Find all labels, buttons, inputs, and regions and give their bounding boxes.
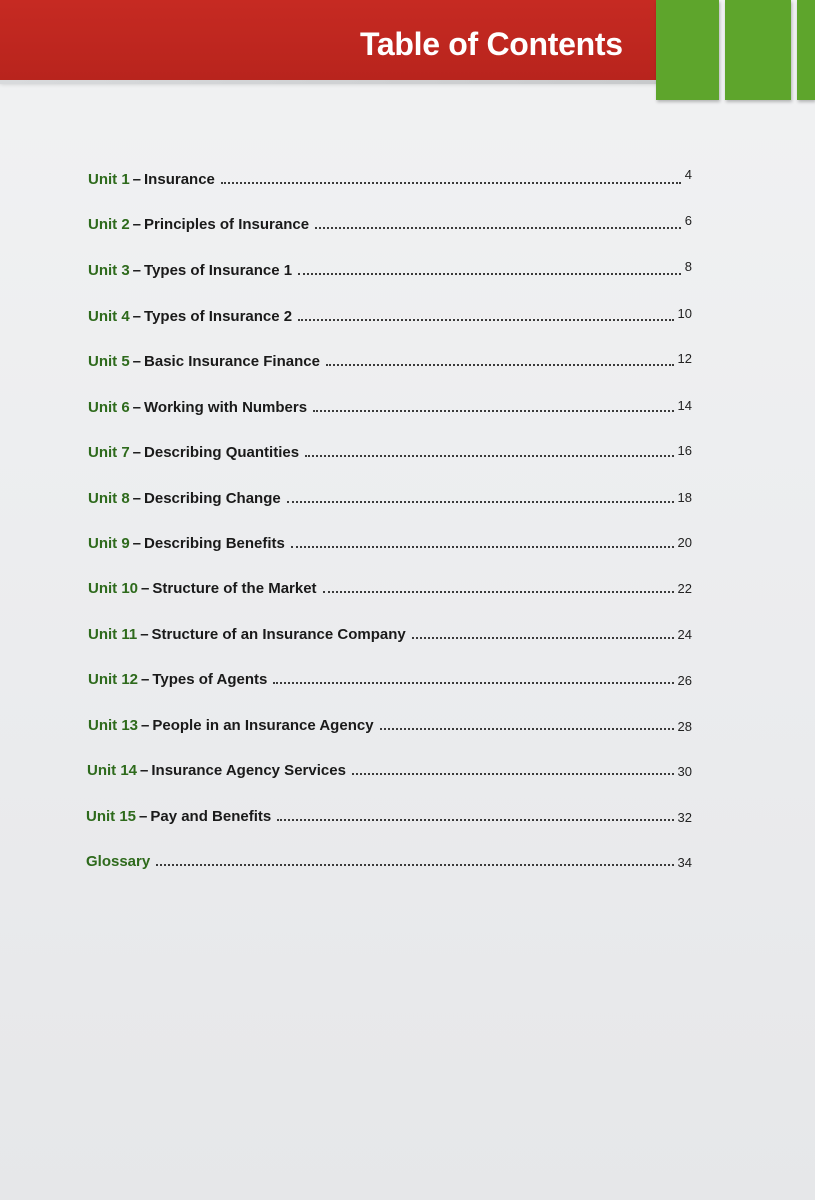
unit-title: People in an Insurance Agency — [152, 717, 374, 734]
unit-title: Describing Change — [144, 490, 281, 507]
page-number: 6 — [684, 213, 692, 228]
toc-entry-label — [88, 444, 299, 461]
page-number: 28 — [677, 719, 692, 734]
unit-separator: – — [140, 762, 149, 779]
dot-leader — [352, 773, 674, 775]
unit-title: Insurance Agency Services — [151, 762, 346, 779]
toc-entry[interactable] — [88, 348, 692, 370]
unit-title: Working with Numbers — [144, 399, 308, 416]
unit-title: Structure of an Insurance Company — [151, 626, 406, 643]
toc-entry-label — [88, 580, 317, 597]
unit-separator: – — [132, 308, 142, 325]
page-number: 32 — [677, 810, 692, 825]
dot-leader — [221, 182, 681, 184]
unit-title: Structure of the Market — [152, 580, 317, 597]
toc-entry[interactable] — [88, 439, 692, 461]
toc-entry-label — [88, 353, 320, 370]
toc-entry[interactable] — [88, 394, 692, 416]
unit-separator: – — [132, 444, 142, 461]
dot-leader — [323, 591, 674, 593]
toc-entry-label — [88, 399, 307, 416]
toc-entry[interactable] — [88, 530, 692, 552]
toc-entry[interactable] — [88, 211, 692, 233]
unit-number: Unit 8 — [88, 490, 130, 507]
toc-entry-label — [86, 853, 150, 870]
dot-leader — [277, 819, 673, 821]
unit-number: Unit 5 — [88, 353, 130, 370]
unit-title: Types of Agents — [152, 671, 268, 688]
unit-separator: – — [132, 490, 142, 507]
unit-separator: – — [141, 671, 150, 688]
page-number: 34 — [677, 855, 692, 870]
unit-number: Unit 10 — [88, 580, 139, 597]
toc-entry[interactable] — [88, 621, 692, 643]
page-title: Table of Contents — [360, 26, 623, 62]
toc-entry-label — [88, 626, 406, 643]
page-number: 10 — [677, 306, 692, 321]
unit-title: Types of Insurance 1 — [144, 262, 293, 279]
unit-number: Unit 9 — [88, 535, 130, 552]
toc-entry[interactable] — [88, 257, 692, 279]
dot-leader — [313, 410, 673, 412]
dot-leader — [412, 637, 674, 639]
toc-entry-label — [88, 535, 285, 552]
unit-number: Unit 6 — [88, 399, 130, 416]
unit-title: Basic Insurance Finance — [144, 353, 320, 370]
unit-separator: – — [140, 626, 149, 643]
toc-entry-glossary[interactable] — [86, 848, 692, 870]
unit-number: Unit 15 — [86, 808, 137, 825]
unit-number: Unit 7 — [88, 444, 130, 461]
unit-number: Unit 13 — [88, 717, 139, 734]
unit-separator: – — [132, 216, 142, 233]
toc-entry-label — [87, 762, 346, 779]
unit-title: Pay and Benefits — [150, 808, 272, 825]
toc-entry[interactable] — [88, 303, 692, 325]
page-number: 30 — [677, 764, 692, 779]
toc-entry[interactable] — [86, 803, 692, 825]
unit-number: Unit 11 — [88, 626, 138, 643]
page-number: 14 — [677, 398, 692, 413]
unit-title: Describing Quantities — [144, 444, 300, 461]
unit-number: Unit 4 — [88, 308, 130, 325]
dot-leader — [298, 319, 673, 321]
glossary-label: Glossary — [86, 853, 151, 870]
dot-leader — [287, 501, 674, 503]
toc-entry[interactable] — [88, 166, 692, 188]
toc-entry-label — [88, 171, 215, 188]
unit-number: Unit 14 — [87, 762, 138, 779]
unit-title: Describing Benefits — [144, 535, 285, 552]
unit-title: Types of Insurance 2 — [144, 308, 293, 325]
toc-entry[interactable] — [88, 485, 692, 507]
toc-entry-label — [88, 262, 292, 279]
dot-leader — [380, 728, 674, 730]
unit-title: Principles of Insurance — [144, 216, 310, 233]
dot-leader — [298, 273, 681, 275]
unit-separator: – — [141, 580, 150, 597]
unit-separator: – — [132, 262, 142, 279]
toc-entry-label — [88, 671, 267, 688]
page-number: 18 — [677, 490, 692, 505]
unit-title: Insurance — [144, 171, 215, 188]
toc-entry[interactable] — [88, 712, 692, 734]
unit-number: Unit 2 — [88, 216, 130, 233]
unit-separator: – — [141, 717, 150, 734]
toc-entry-label — [88, 308, 292, 325]
page-number: 16 — [677, 443, 692, 458]
unit-separator: – — [132, 353, 142, 370]
unit-separator: – — [132, 399, 142, 416]
dot-leader — [273, 682, 673, 684]
toc-entry-label — [86, 808, 271, 825]
unit-number: Unit 12 — [88, 671, 139, 688]
dot-leader — [156, 864, 673, 866]
dot-leader — [291, 546, 674, 548]
unit-separator: – — [139, 808, 148, 825]
page-number: 12 — [677, 351, 692, 366]
page-number: 4 — [684, 167, 692, 182]
dot-leader — [326, 364, 674, 366]
toc-entry-label — [88, 717, 374, 734]
toc-entry[interactable] — [87, 757, 692, 779]
page-number: 8 — [684, 259, 692, 274]
page-number: 20 — [677, 535, 692, 550]
toc-entry[interactable] — [88, 575, 692, 597]
dot-leader — [305, 455, 673, 457]
unit-number: Unit 3 — [88, 262, 130, 279]
unit-separator: – — [132, 535, 142, 552]
unit-separator: – — [132, 171, 142, 188]
toc-entry-label — [88, 216, 309, 233]
page-number: 24 — [677, 627, 692, 642]
toc-entry[interactable] — [88, 666, 692, 688]
page-number: 26 — [677, 673, 692, 688]
page-number: 22 — [677, 581, 692, 596]
dot-leader — [315, 227, 681, 229]
toc-entry-label — [88, 490, 281, 507]
unit-number: Unit 1 — [88, 171, 130, 188]
